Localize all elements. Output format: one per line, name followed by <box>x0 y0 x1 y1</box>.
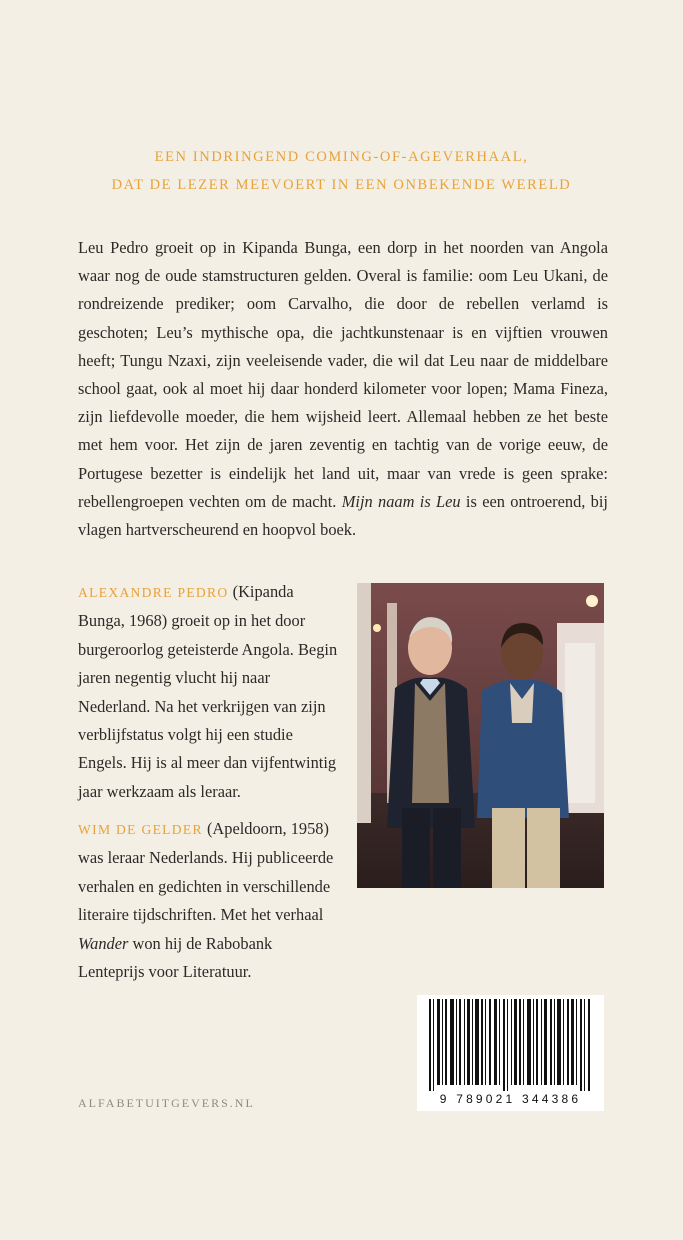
author-bio-text-pedro: (Kipanda Bunga, 1968) groeit op in het door burgeroorlog geteisterde Angola. Begin jaren negentig vlucht hij naar Nederland. Na het verkrijgen van zijn verblijfstatus volgt hij een studie Engels. Hij is al meer dan vijfentwintig jaar werkzaam als leraar. <box>78 582 338 801</box>
author-bio-text-gelder-end: won hij de Rabobank Lenteprijs voor Literatuur. <box>78 933 273 982</box>
isbn-barcode <box>417 995 604 1111</box>
story-title: Wander <box>78 933 129 953</box>
book-blurb <box>78 234 608 544</box>
author-bio-gelder <box>78 815 340 986</box>
blurb-text: Leu Pedro groeit op in Kipanda Bunga, een dorp in het noorden van Angola waar nog de oude stamstructuren gelden. Overal is familie: oom Leu Ukani, de rondreizende prediker; oom Carvalho, die door de rebellen verlamd is geschoten; Leu’s mythische opa, die jachtkunstenaar is en vijftien vrouwen heeft; Tungu Nzaxi, zijn veeleisende vader, die wil dat Leu naar de middelbare school gaat, ook al moet hij daar honderd kilometer voor lopen; Mama Fineza, zijn liefdevolle moeder, die hem wijsheid leert. Allemaal hebben ze het beste met hem voor. Het zijn de jaren zeventig en tachtig van de vorige eeuw, de Portugese bezetter is eindelijk het land uit, maar van vrede is geen sprake: rebellengroepen vechten om de macht. <box>78 238 608 511</box>
author-photo <box>357 583 604 888</box>
tagline <box>0 143 683 199</box>
author-photo-illustration <box>357 583 604 888</box>
barcode-bars <box>417 995 604 1091</box>
blurb-text-end: is een ontroerend, bij vlagen hartverscheurend en hoopvol boek. <box>78 491 608 540</box>
author-bio-pedro <box>78 578 340 806</box>
publisher-website[interactable]: ALFABETUITGEVERS.NL <box>78 1096 255 1110</box>
author-bio-text-gelder: (Apeldoorn, 1958) was leraar Nederlands. Hij publiceerde verhalen en gedichten in verschillende literaire tijdschriften. Met het verhaal <box>78 819 334 925</box>
tagline-line-1: EEN INDRINGEND COMING-OF-AGEVERHAAL, <box>154 149 529 165</box>
tagline-line-2: DAT DE LEZER MEEVOERT IN EEN ONBEKENDE WERELD <box>111 177 572 193</box>
book-title: Mijn naam is Leu <box>341 491 461 511</box>
author-name-gelder: WIM DE GELDER <box>78 822 203 837</box>
isbn-digits: 9 789021 344386 <box>439 1092 582 1106</box>
author-name-pedro: ALEXANDRE PEDRO <box>78 585 229 600</box>
